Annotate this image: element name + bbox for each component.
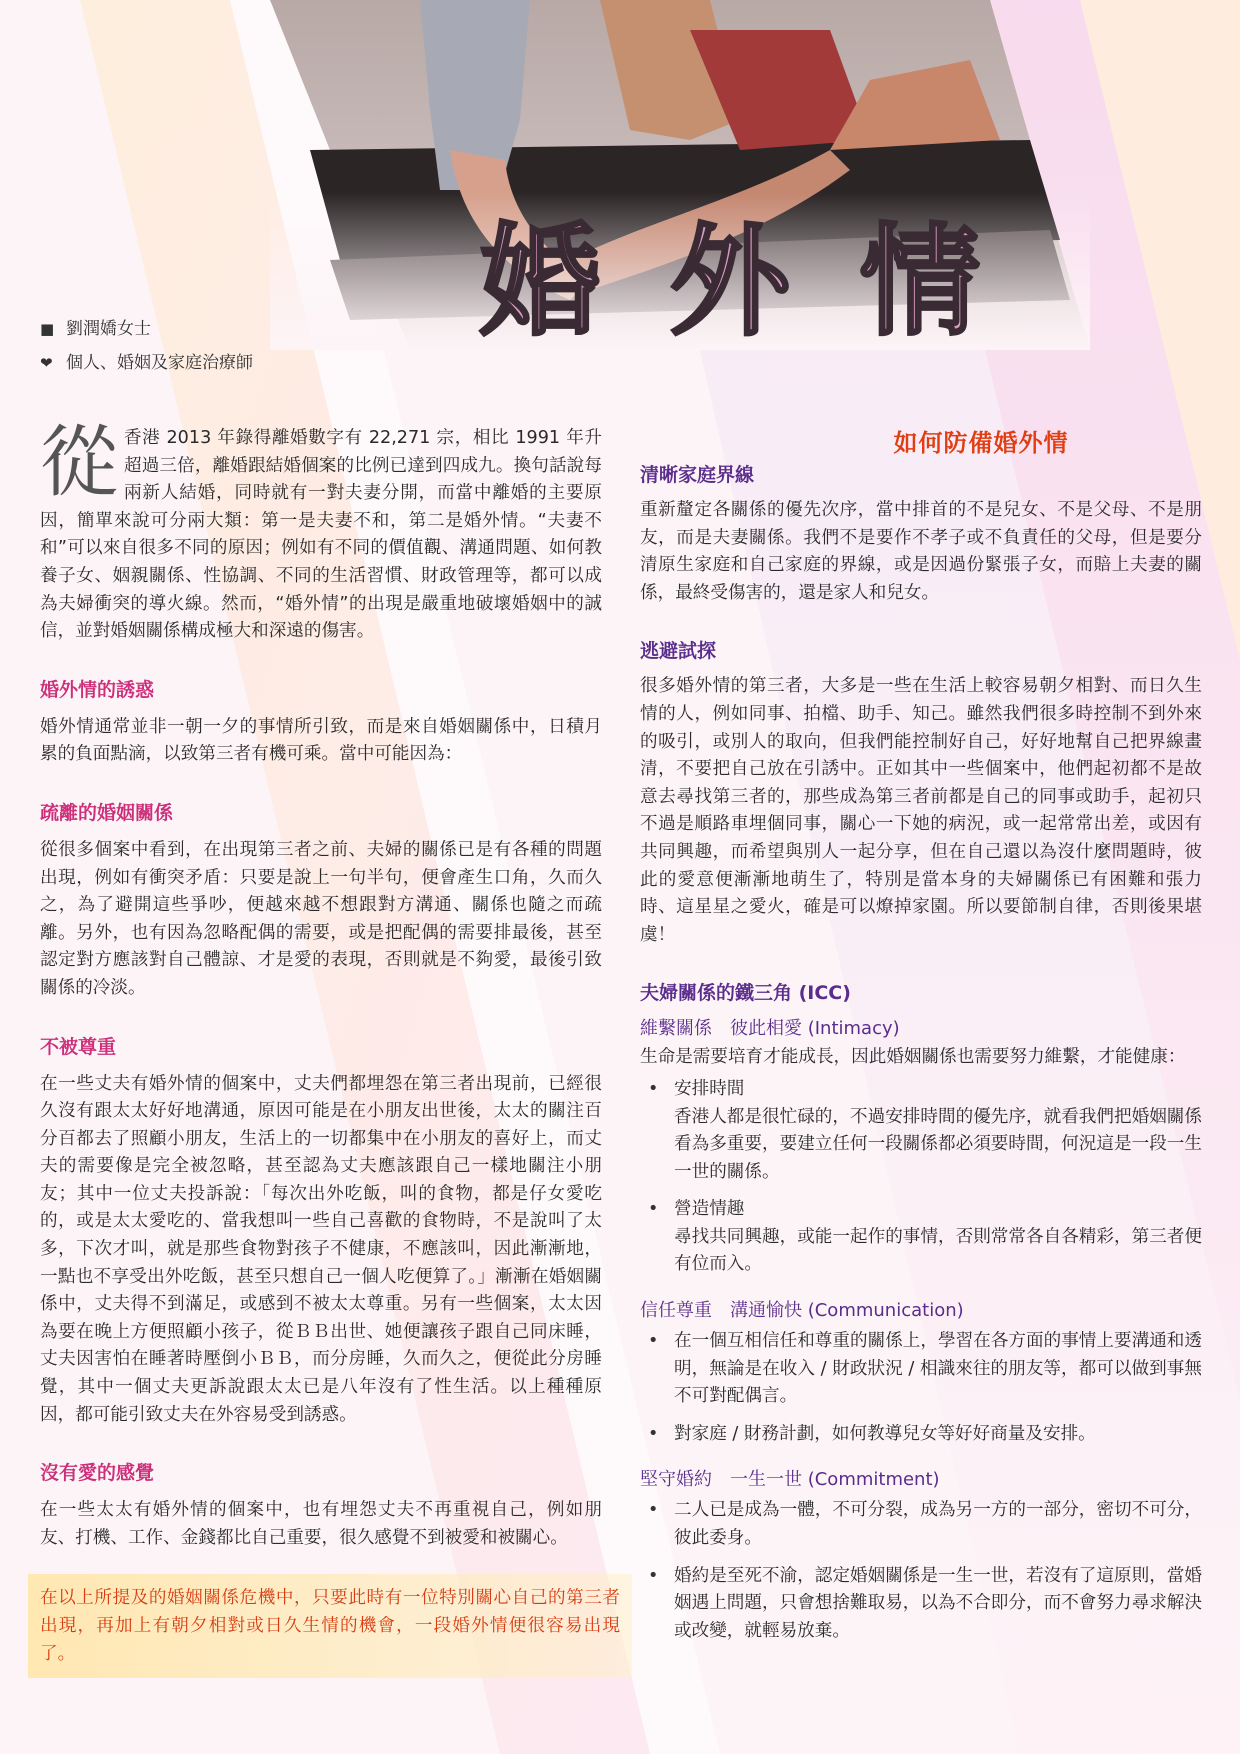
section-heading-icc: 夫婦關係的鐵三角 (ICC) [640,982,851,1005]
section-body-avoid: 很多婚外情的第三者，大多是一些在生活上較容易朝夕相對、而日久生情的人，例如同事、拍檔、助手、知己。雖然我們很多時控制不到外來的吸引，或別人的取向，但我們能控制好自己，好好地幫自己把界線畫清，不要把自己放在引誘中。正如其中一些個案中，他們起初都不是故意去尋找第三者的，那些成為第三者前都是自己的同事或助手，起初只不過是順路車埋個同事，關心一下她的病況，或一起常常出差，或因有共同興趣，而希望與別人一起分享，但在自己還以為沒什麼問題時，彼此的愛意便漸漸地萌生了，特別是當本身的夫婦關係已有困難和張力時、這星星之愛火，確是可以燎掉家園。所以要節制自律，否則後果堪虞！ [640,676,1202,945]
section-heading-avoid: 逃避試探 [640,640,717,663]
section-heading-no-love: 沒有愛的感覺 [40,1462,155,1485]
subheading-intimacy: 維繫關係 彼此相愛 (Intimacy) [640,1018,900,1040]
prevention-heading: 如何防備婚外情 [893,429,1069,457]
list-item-body: 香港人都是很忙碌的，不過安排時間的優先序，就看我們把婚姻關係看為多重要，要建立任何一段關係都必須要時間，何況這是一段一生一世的關係。 [674,1106,1202,1182]
intro-paragraph [40,418,602,646]
section-body-respect: 在一些丈夫有婚外情的個案中，丈夫們都埋怨在第三者出現前，已經很久沒有跟太太好好地溝通，原因可能是在小朋友出世後，太太的關注百分百都去了照顧小朋友，生活上的一切都集中在小朋友的喜好上，而丈夫的需要像是完全被忽略，甚至認為丈夫應該跟自己一樣地關注小朋友；其中一位丈夫投訴說：「每次出外吃飯，叫的食物，都是仔女愛吃的，或是太太愛吃的、當我想叫一些自己喜歡的食物時，不是說叫了太多，下次才叫，就是那些食物對孩子不健康，不應該叫，因此漸漸地，一點也不享受出外吃飯，甚至只想自己一個人吃便算了。」漸漸在婚姻關係中，丈夫得不到滿足，或感到不被太太尊重。另有一些個案，太太因為要在晚上方便照顧小孩子，從ＢＢ出世、她便讓孩子跟自己同床睡，丈夫因害怕在睡著時壓倒小ＢＢ，而分房睡，久而久之，便從此分房睡覺，其中一個丈夫更訴說跟太太已是八年沒有了性生活。以上種種原因，都可能引致丈夫在外容易受到誘惑。 [40,1073,602,1425]
section-heading-boundary: 清晰家庭界線 [640,464,755,486]
list-item: • 二人已是成為一體，不可分裂，成為另一方的一部分，密切不可分，彼此委身。 [640,1497,1202,1552]
communication-list [640,1328,1202,1448]
callout-box: 在以上所提及的婚姻關係危機中，只要此時有一位特別關心自己的第三者出現，再加上有朝夕相對或日久生情的機會，一段婚外情便很容易出現了。 [28,1574,632,1678]
commitment-list [640,1497,1202,1645]
title-char-1: 婚 [480,211,600,352]
list-item [640,1076,1202,1186]
main-title [470,205,1030,355]
title-char-2: 外 [670,211,790,352]
list-item: • 對家庭 / 財務計劃，如何教導兒女等好好商量及安排。 [640,1421,1202,1449]
left-column [40,418,620,1678]
list-item-title: • 營造情趣 [674,1199,745,1220]
intimacy-list [640,1076,1202,1279]
list-item [640,1196,1202,1279]
author-block [40,312,253,380]
section-body-temptation: 婚外情通常並非一朝一夕的事情所引致，而是來自婚姻關係中，日積月累的負面點滴，以致第三者有機可乘。當中可能因為： [40,716,602,765]
author-name-row [40,312,253,346]
subheading-communication: 信任尊重 溝通愉快 (Communication) [640,1300,964,1322]
author-role: 個人、婚姻及家庭治療師 [66,353,253,373]
section-body-no-love: 在一些太太有婚外情的個案中，也有埋怨丈夫不再重視自己，例如朋友、打機、工作、金錢都比自己重要，很久感覺不到被愛和被關心。 [40,1500,602,1548]
intro-text: 香港 2013 年錄得離婚數字有 22,271 宗，相比 1991 年升超過三倍，離婚跟結婚個案的比例已達到四成九。換句話說每兩新人結婚，同時就有一對夫妻分開，而當中離婚的主要原因，簡單來說可分兩大類：第一是夫妻不和，第二是婚外情。“夫妻不和”可以來自很多不同的原因；例如有不同的價值觀、溝通問題、如何教養子女、姻親關係、性協調、不同的生活習慣、財政管理等，都可以成為夫婦衝突的導火線。然而，“婚外情”的出現是嚴重地破壞婚姻中的誠信，並對婚姻關係構成極大和深遠的傷害。 [40,428,602,642]
section-heading-respect: 不被尊重 [40,1035,117,1058]
square-bullet-icon: ■ [40,320,55,338]
section-body-boundary: 重新釐定各關係的優先次序，當中排首的不是兒女、不是父母、不是朋友，而是夫妻關係。我們不是要作不孝子或不負責任的父母，但是要分清原生家庭和自己家庭的界線，或是因過份緊張子女，而賠上夫妻的關係，最終受傷害的，還是家人和兒女。 [640,500,1202,603]
title-char-3: 情 [860,211,980,352]
dropcap: 從 [40,418,119,508]
section-heading-distant: 疏離的婚姻關係 [40,801,174,824]
list-item: • 在一個互相信任和尊重的關係上，學習在各方面的事情上要溝通和透明，無論是在收入 / 財政狀況 / 相識來往的朋友等，都可以做到事無不可對配偶言。 [640,1328,1202,1411]
section-body-distant: 從很多個案中看到，在出現第三者之前、夫婦的關係已是有各種的問題出現，例如有衝突矛盾：只要是說上一句半句，便會產生口角，久而久之，為了避開這些爭吵，便越來越不想跟對方溝通、關係也隨之而疏離。另外，也有因為忽略配偶的需要，或是把配偶的需要排最後，甚至認定對方應該對自己體諒、才是愛的表現，否則就是不夠愛，最後引致關係的冷淡。 [40,839,602,998]
subheading-commitment: 堅守婚約 一生一世 (Commitment) [640,1469,940,1491]
author-role-row [40,346,253,380]
list-item-body: 尋找共同興趣，或能一起作的事情，否則常常各自各精彩，第三者便有位而入。 [674,1226,1202,1275]
intimacy-body: 生命是需要培育才能成長，因此婚姻關係也需要努力維繫，才能健康： [640,1047,1186,1068]
heart-icon: ❤ [40,354,53,372]
section-heading-temptation: 婚外情的誘惑 [40,678,155,701]
list-item: • 婚約是至死不渝，認定婚姻關係是一生一世，若沒有了這原則，當婚姻遇上問題，只會想捨難取易，以為不合即分，而不會努力尋求解決或改變，就輕易放棄。 [640,1563,1202,1646]
author-name: 劉潤嬌女士 [66,319,151,339]
right-column [640,425,1202,1655]
list-item-title: • 安排時間 [674,1078,745,1099]
